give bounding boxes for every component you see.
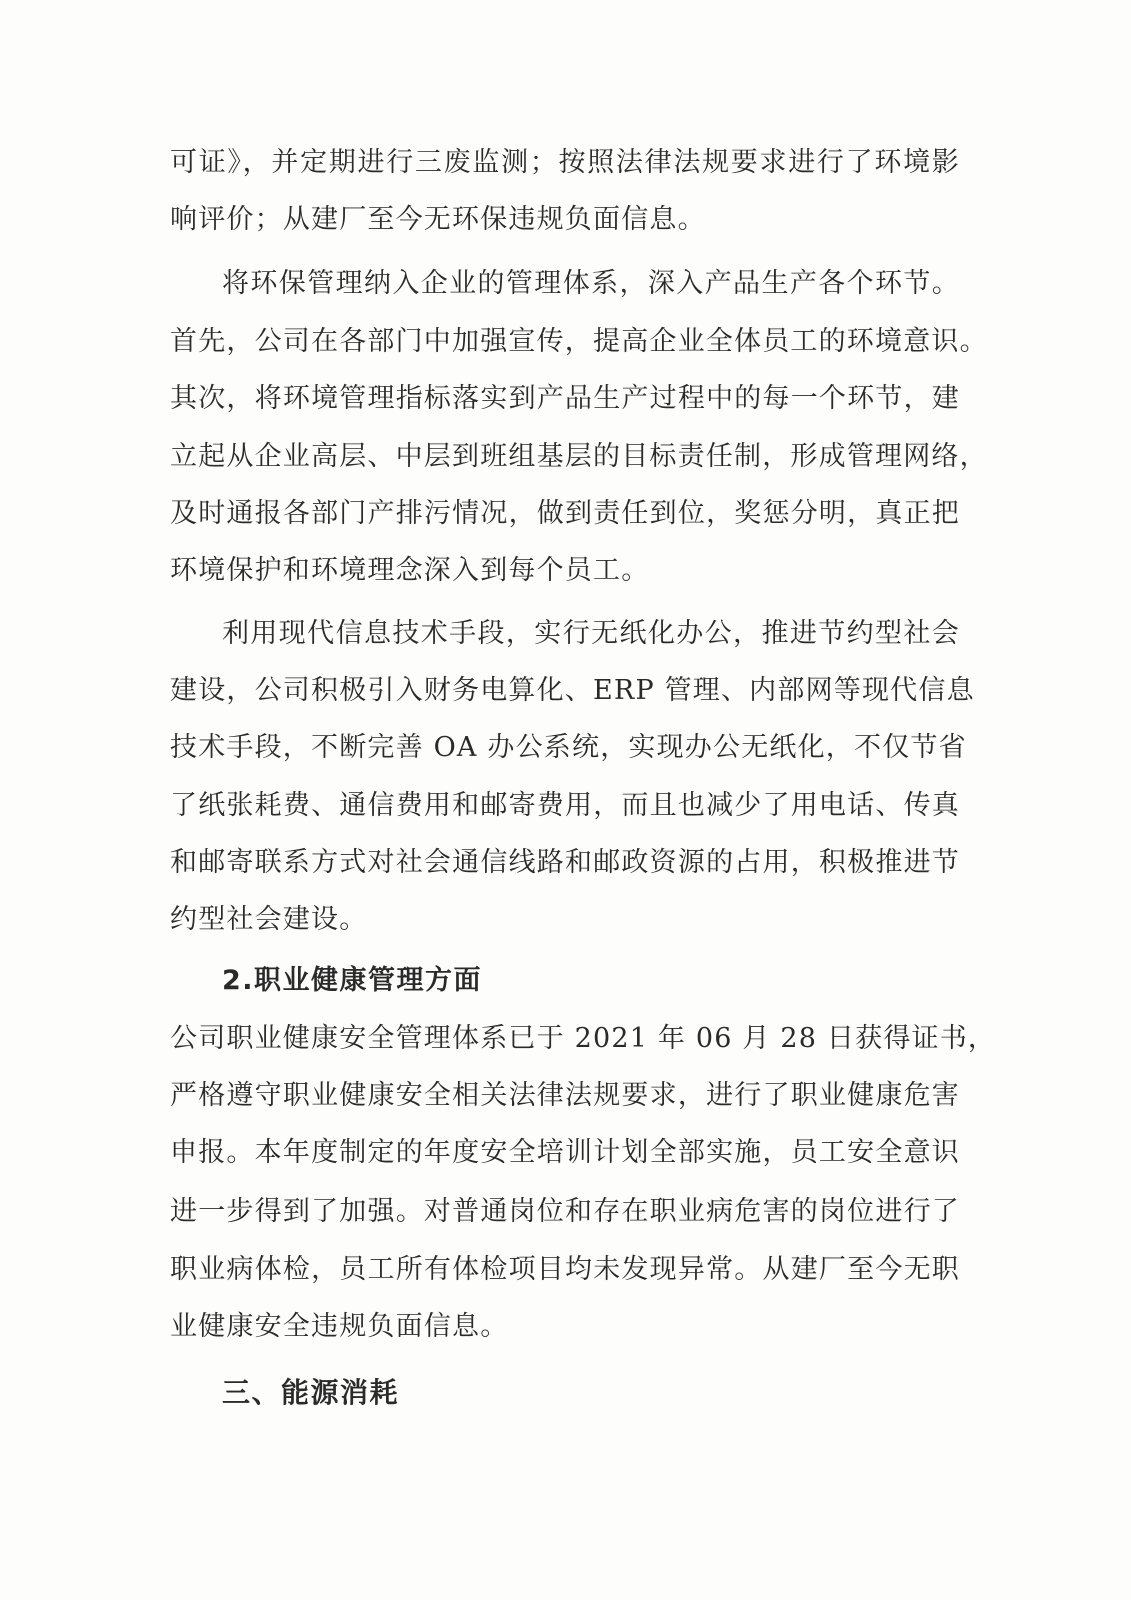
paragraph-first-line: 将环保管理纳入企业的管理体系，深入产品生产各个环节。 [222,268,960,299]
body-line: 环境保护和环境理念深入到每个员工。 [170,555,650,586]
body-line: 公司职业健康安全管理体系已于 2021 年 06 月 28 日获得证书， [170,1023,997,1054]
section-heading: 2.职业健康管理方面 [222,965,483,996]
body-line: 严格遵守职业健康安全相关法律法规要求，进行了职业健康危害 [170,1080,960,1111]
paragraph-first-line: 利用现代信息技术手段，实行无纸化办公，推进节约型社会 [222,618,960,649]
body-line: 业健康安全违规负面信息。 [170,1311,509,1342]
body-line: 立起从企业高层、中层到班组基层的目标责任制，形成管理网络， [170,441,988,472]
body-line: 进一步得到了加强。对普通岗位和存在职业病危害的岗位进行了 [170,1196,960,1227]
body-line: 申报。本年度制定的年度安全培训计划全部实施，员工安全意识 [170,1137,960,1168]
body-line: 技术手段，不断完善 OA 办公系统，实现办公无纸化，不仅节省 [170,732,967,763]
body-line: 约型社会建设。 [170,904,368,935]
body-line: 建设，公司积极引入财务电算化、ERP 管理、内部网等现代信息 [170,675,975,706]
body-line: 和邮寄联系方式对社会通信线路和邮政资源的占用，积极推进节 [170,847,960,878]
body-line: 首先，公司在各部门中加强宣传，提高企业全体员工的环境意识。 [170,326,988,357]
body-line: 职业病体检，员工所有体检项目均未发现异常。从建厂至今无职 [170,1254,960,1285]
body-line: 及时通报各部门产排污情况，做到责任到位，奖惩分明，真正把 [170,498,960,529]
body-line: 响评价；从建厂至今无环保违规负面信息。 [170,204,706,235]
body-line: 可证》，并定期进行三废监测；按照法律法规要求进行了环境影 [170,147,960,178]
body-line: 其次，将环境管理指标落实到产品生产过程中的每一个环节，建 [170,383,960,414]
body-line: 了纸张耗费、通信费用和邮寄费用，而且也减少了用电话、传真 [170,790,960,821]
chapter-heading: 三、能源消耗 [222,1376,400,1409]
